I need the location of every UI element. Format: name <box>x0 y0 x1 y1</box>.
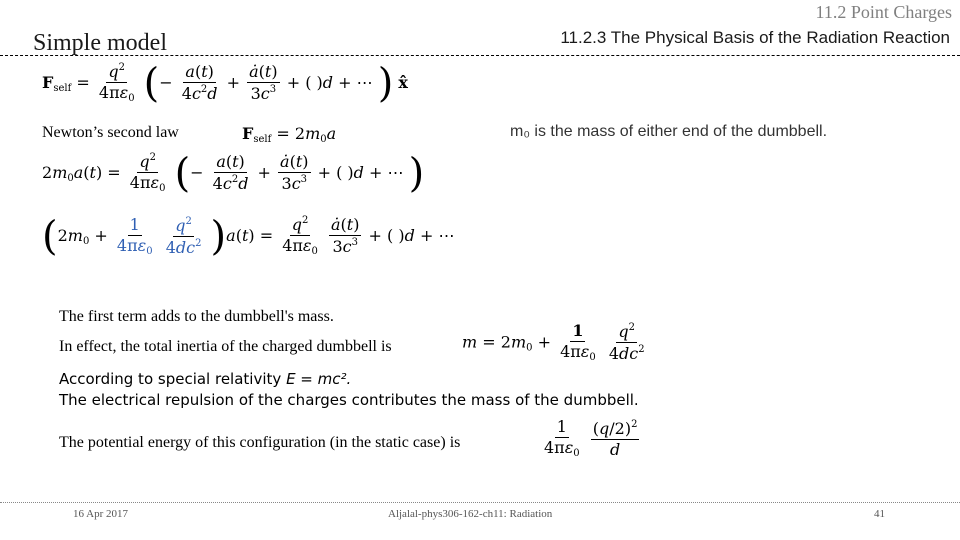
relativity-prefix: According to special relativity <box>59 370 282 388</box>
equation-potential: $\frac{1}{4\pi\varepsilon_0}$ $\frac{(q/2)^2}{d}$ <box>544 417 638 460</box>
footer-page-number: 41 <box>874 508 885 520</box>
header-divider <box>0 55 960 56</box>
relativity-formula: E = mc². <box>286 370 352 388</box>
equation-fself: $F_{self}$ = $\frac{q^2}{4\pi\varepsilon_0}$ (− $\frac{a(t)}{4c^2d}$ + $\frac{ȧ(t)}{3c^3}$ + ( )d + ⋯ ) x̂ <box>42 60 408 107</box>
equation-motion: $2m_0a(t)$ = $\frac{q^2}{4\pi\varepsilon_0}$ (− $\frac{a(t)}{4c^2d}$ + $\frac{ȧ(t)}{3c^3}$ + ( )d + ⋯ ) <box>42 150 425 197</box>
subsection-title: 11.2.3 The Physical Basis of the Radiation Reaction <box>560 28 950 47</box>
footer-divider <box>0 502 960 503</box>
line-relativity <box>59 370 351 388</box>
line-mass: The first term adds to the dumbbell's mass. <box>59 308 334 325</box>
line-potential: The potential energy of this configuration (in the static case) is <box>59 434 461 451</box>
footer-course: Aljalal-phys306-162-ch11: Radiation <box>388 508 553 520</box>
line-repulsion: The electrical repulsion of the charges contributes the mass of the dumbbell. <box>59 391 639 409</box>
section-title: 11.2 Point Charges <box>815 2 952 22</box>
equation-newton: $F_{self} = 2m_0a$ <box>242 124 337 145</box>
mass-note: m₀ is the mass of either end of the dumbbell. <box>510 123 828 140</box>
equation-inertia: $m = 2m_0$ + $\frac{1}{4\pi\varepsilon_0}$ $\frac{q^2}{4dc^2}$ <box>462 321 645 364</box>
line-inertia: In effect, the total inertia of the charged dumbbell is <box>59 338 392 355</box>
newton-label: Newton’s second law <box>42 124 179 141</box>
footer-date: 16 Apr 2017 <box>73 508 128 520</box>
equation-rearranged: ($2m_0$ + $\frac{1}{4\pi\varepsilon_0}$ $\frac{q^2}{4dc^2}$ )a(t) = $\frac{q^2}{4\pi\varepsilon_0}$ $\frac{ȧ(t)}{3c^3}$ + ( )d + ⋯ <box>42 213 455 260</box>
slide-title: Simple model <box>33 30 167 56</box>
